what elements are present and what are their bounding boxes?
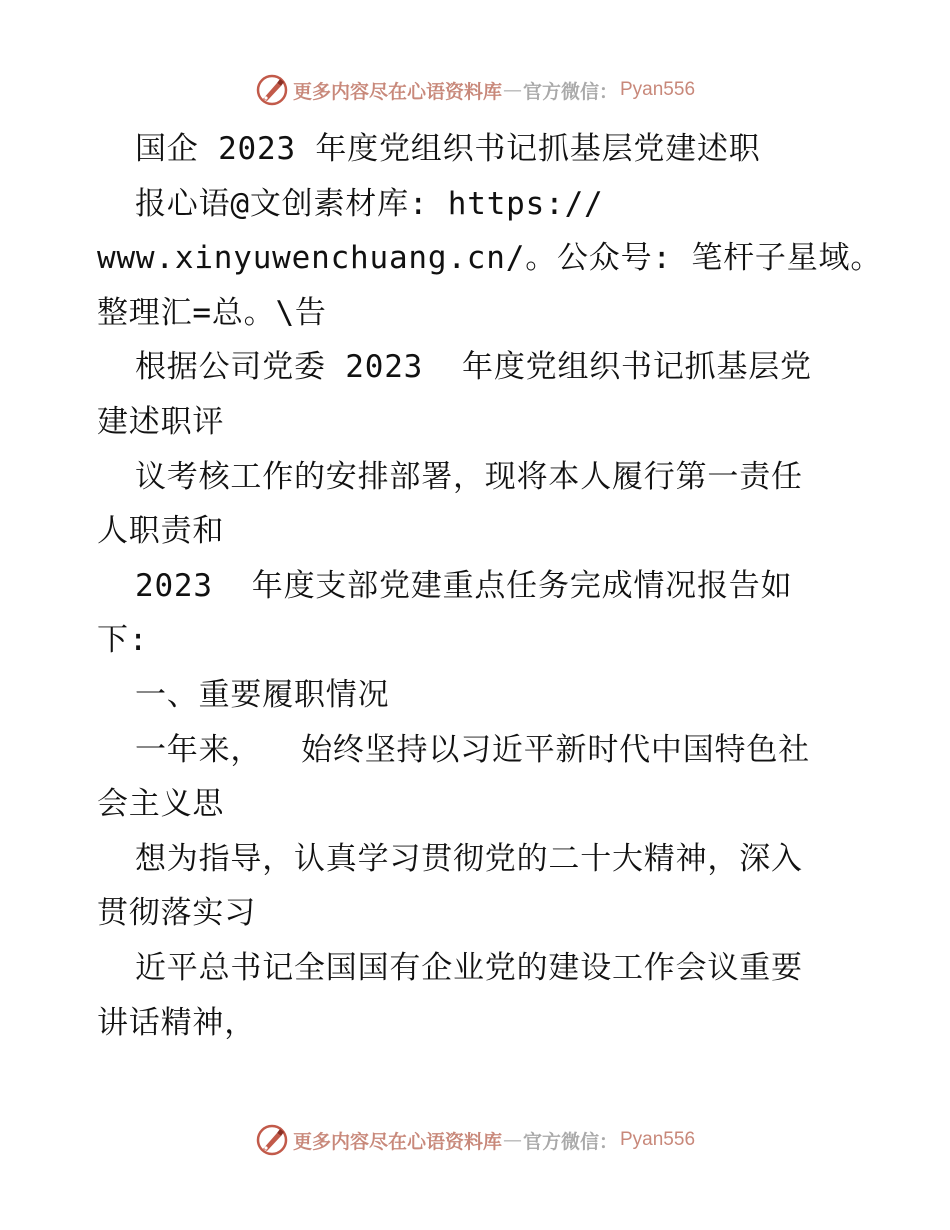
doc-title-line: 国企 2023 年度党组织书记抓基层党建述职	[135, 131, 761, 167]
text-line: 人职责和	[97, 513, 225, 550]
document-body	[97, 122, 883, 1050]
text-line: 下:	[97, 622, 149, 659]
text-line: 讲话精神，	[97, 1004, 256, 1041]
pen-logo-icon	[255, 73, 289, 107]
text-line: 近平总书记全国国有企业党的建设工作会议重要	[135, 949, 803, 986]
text-line: 议考核工作的安排部署，现将本人履行第一责任	[135, 458, 803, 495]
pen-logo-icon	[255, 1123, 289, 1157]
text-line: 报心语@文创素材库: https://	[135, 185, 604, 222]
text-line: 一年来， 始终坚持以习近平新时代中国特色社	[135, 731, 810, 768]
text-line: 根据公司党委 2023 年度党组织书记抓基层党	[135, 349, 812, 386]
banner-wechat-id: Pyan556	[620, 1129, 696, 1150]
text-line: www.xinyuwenchuang.cn/。公众号: 笔杆子星域。	[97, 240, 883, 277]
banner-slogan: 更多内容尽在心语资料库	[292, 80, 502, 103]
section-heading: 一、重要履职情况	[135, 676, 390, 713]
banner-dash: —	[502, 1129, 522, 1151]
text-line: 想为指导，认真学习贯彻党的二十大精神，深入	[135, 840, 803, 877]
footer-banner	[0, 1120, 950, 1160]
text-line: 会主义思	[97, 786, 225, 823]
text-line: 整理汇=总。\告	[97, 294, 327, 331]
banner-official-label: 官方微信：	[522, 80, 618, 103]
text-line: 贯彻落实习	[97, 895, 256, 932]
header-banner	[0, 70, 950, 110]
text-line: 2023 年度支部党建重点任务完成情况报告如	[135, 567, 793, 604]
text-line: 建述职评	[97, 403, 225, 440]
banner-official-label: 官方微信：	[522, 1130, 618, 1153]
banner-wechat-id: Pyan556	[620, 79, 696, 100]
banner-slogan: 更多内容尽在心语资料库	[292, 1130, 502, 1153]
banner-dash: —	[502, 79, 522, 101]
